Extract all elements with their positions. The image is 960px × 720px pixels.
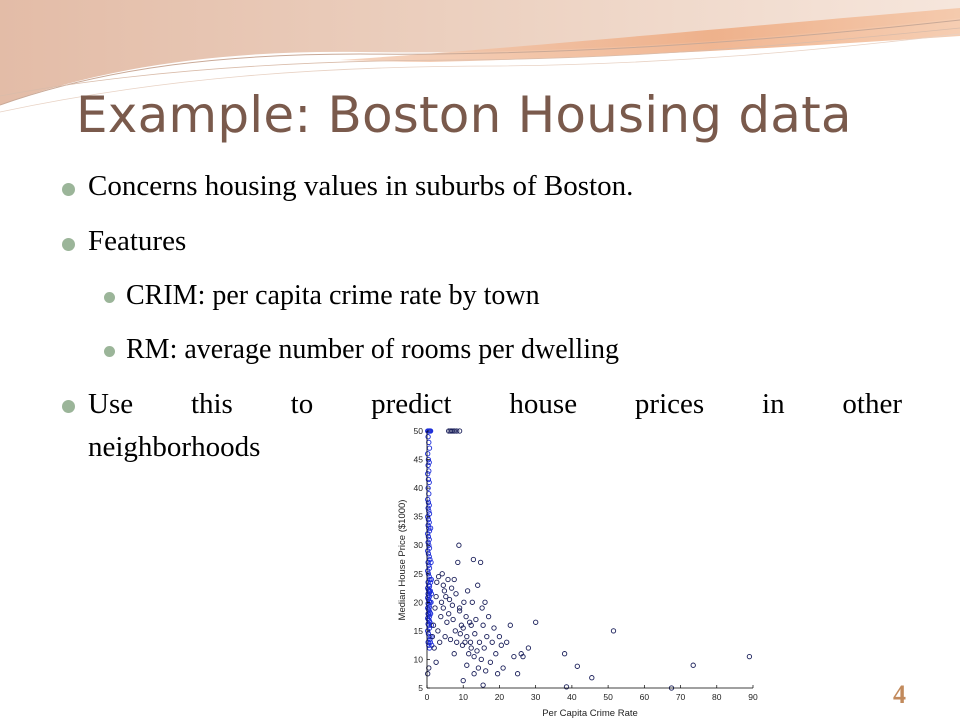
- bullet-dot-icon: [62, 238, 75, 251]
- y-tick-label: 10: [413, 654, 423, 665]
- slide-title: Example: Boston Housing data: [76, 86, 852, 144]
- y-tick-label: 45: [413, 454, 423, 465]
- bullet-text: Concerns housing values in suburbs of Boston.: [88, 170, 634, 202]
- x-tick-label: 50: [603, 692, 613, 702]
- x-tick-label: 70: [675, 692, 686, 702]
- y-tick-label: 40: [413, 483, 423, 494]
- bullet-text-continued: neighborhoods: [88, 431, 261, 463]
- y-axis-label: Median House Price ($1000): [397, 499, 408, 621]
- sub-bullet-text: CRIM: per capita crime rate by town: [126, 280, 540, 311]
- sub-bullet-dot-icon: [104, 292, 115, 303]
- x-tick-label: 30: [530, 692, 541, 702]
- y-tick-label: 35: [413, 511, 423, 522]
- x-tick-label: 80: [712, 692, 722, 702]
- sub-bullet-text: RM: average number of rooms per dwelling: [126, 334, 619, 365]
- bullet-text: Features: [88, 225, 187, 257]
- x-tick-label: 60: [639, 692, 650, 702]
- x-tick-label: 0: [424, 692, 430, 702]
- x-tick-label: 40: [567, 692, 577, 702]
- y-tick-label: 20: [413, 597, 423, 608]
- y-tick-label: 30: [413, 540, 423, 551]
- x-axis-label: Per Capita Crime Rate: [542, 708, 638, 719]
- scatter-chart: [380, 425, 780, 720]
- sub-bullet-dot-icon: [104, 346, 115, 357]
- page-number: 4: [893, 680, 906, 709]
- y-tick-label: 5: [418, 683, 423, 693]
- bullet-text: Use this to predict house prices in other: [88, 388, 902, 420]
- y-tick-label: 15: [413, 625, 423, 636]
- y-tick-label: 25: [413, 568, 423, 579]
- x-tick-label: 10: [458, 692, 468, 702]
- x-tick-label: 20: [494, 692, 505, 702]
- y-tick-label: 50: [413, 426, 423, 436]
- bullet-dot-icon: [62, 183, 75, 196]
- bullet-dot-icon: [62, 400, 75, 413]
- x-tick-label: 90: [748, 692, 758, 702]
